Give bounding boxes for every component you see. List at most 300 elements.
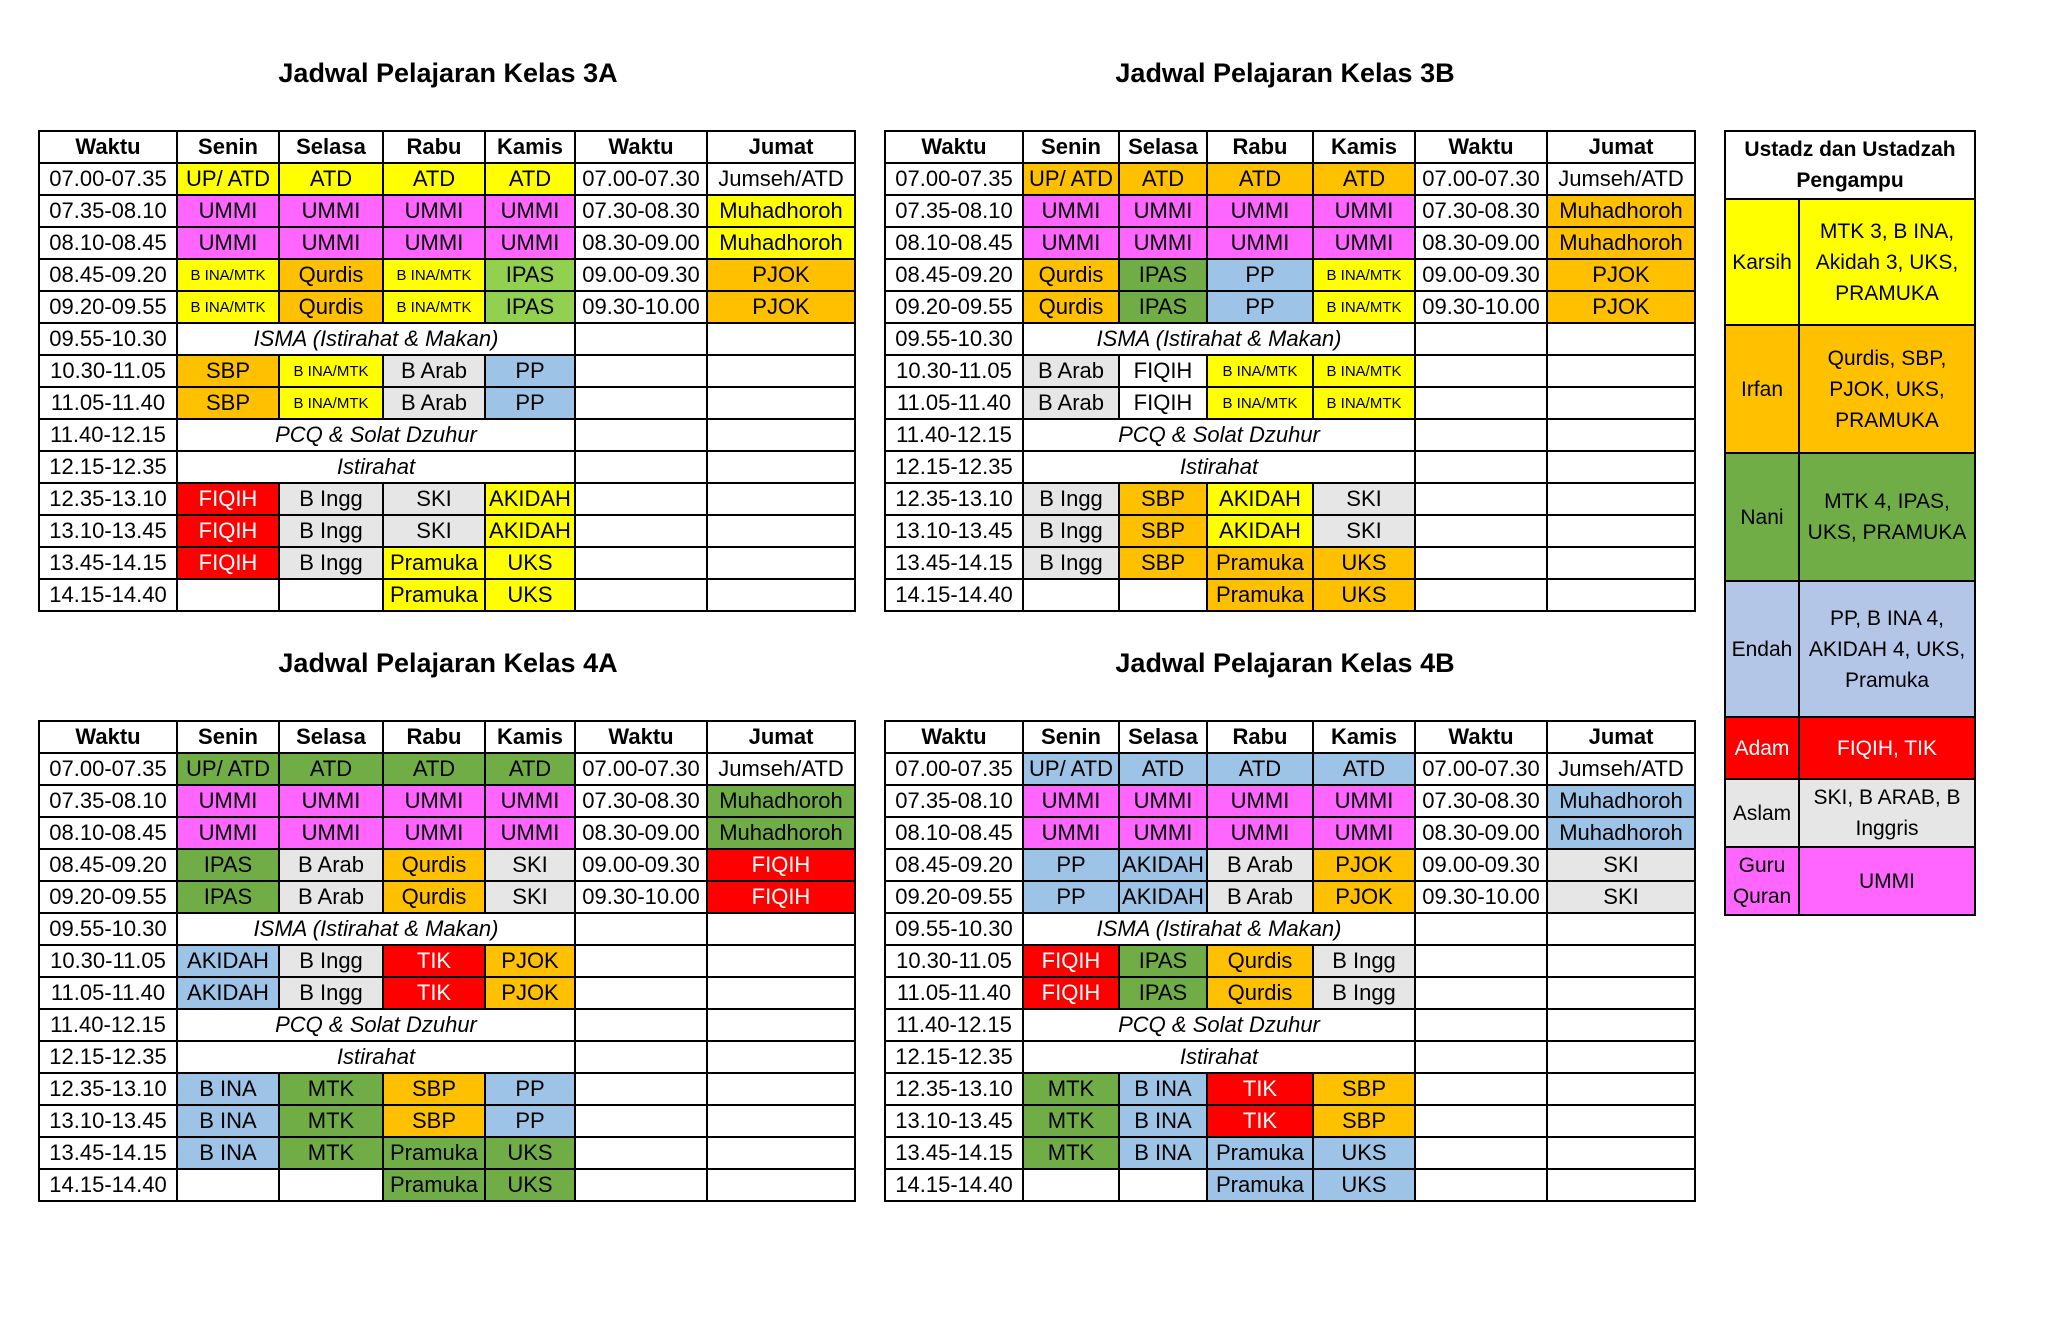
break-cell: Istirahat [177,451,575,483]
friday-time-cell: 08.30-09.00 [575,817,707,849]
schedule-row [885,1041,1695,1073]
empty-cell [575,1041,707,1073]
schedule-row [885,1073,1695,1105]
column-header: Senin [177,721,279,753]
column-header: Jumat [1547,131,1695,163]
header-row [885,131,1695,163]
time-cell: 11.05-11.40 [885,387,1023,419]
subject-cell: UMMI [279,227,383,259]
empty-cell [1415,323,1547,355]
schedule-row [39,291,855,323]
subject-cell: MTK [279,1073,383,1105]
subject-cell: MTK [279,1137,383,1169]
subject-cell: B INA/MTK [177,291,279,323]
subject-cell: FIQIH [177,547,279,579]
empty-cell [575,1073,707,1105]
column-header: Kamis [1313,131,1415,163]
subject-cell: Pramuka [1207,547,1313,579]
time-cell: 12.35-13.10 [39,483,177,515]
subject-cell: Pramuka [383,579,485,611]
subject-cell: B INA/MTK [1313,291,1415,323]
empty-cell [1547,1041,1695,1073]
time-cell: 11.05-11.40 [39,387,177,419]
teacher-name: Endah [1725,581,1799,717]
subject-cell: B Ingg [1023,483,1119,515]
friday-time-cell: 07.00-07.30 [575,753,707,785]
empty-cell [1415,913,1547,945]
subject-cell: UMMI [279,195,383,227]
friday-subject-cell: SKI [1547,881,1695,913]
friday-subject-cell: FIQIH [707,881,855,913]
time-cell: 08.10-08.45 [885,227,1023,259]
subject-cell: IPAS [485,259,575,291]
subject-cell: Pramuka [1207,579,1313,611]
subject-cell: UMMI [177,817,279,849]
teacher-subjects: SKI, B ARAB, B Inggris [1799,779,1975,847]
empty-cell [1415,945,1547,977]
subject-cell: SKI [1313,515,1415,547]
friday-time-cell: 07.00-07.30 [1415,753,1547,785]
subject-cell: UMMI [485,195,575,227]
subject-cell: IPAS [177,849,279,881]
column-header: Jumat [1547,721,1695,753]
subject-cell: UP/ ATD [1023,163,1119,195]
subject-cell: UMMI [1207,227,1313,259]
empty-cell [1415,419,1547,451]
subject-cell: IPAS [1119,291,1207,323]
friday-time-cell: 07.00-07.30 [575,163,707,195]
schedule-row [39,163,855,195]
column-header: Senin [1023,721,1119,753]
empty-cell [1547,913,1695,945]
subject-cell: UMMI [383,817,485,849]
subject-cell: ATD [383,163,485,195]
subject-cell: IPAS [1119,259,1207,291]
title-kelas-4b: Jadwal Pelajaran Kelas 4B [1115,648,1455,678]
friday-time-cell: 09.00-09.30 [575,259,707,291]
teacher-subjects: Qurdis, SBP, PJOK, UKS, PRAMUKA [1799,325,1975,453]
empty-cell [1547,579,1695,611]
empty-cell [575,579,707,611]
empty-cell [707,1137,855,1169]
subject-cell: UMMI [1119,817,1207,849]
subject-cell: PP [1023,881,1119,913]
header-row [39,131,855,163]
teacher-subjects: MTK 4, IPAS, UKS, PRAMUKA [1799,453,1975,581]
schedule-row [39,1009,855,1041]
subject-cell [1119,1169,1207,1201]
subject-cell: ATD [279,163,383,195]
subject-cell: FIQIH [1119,387,1207,419]
subject-cell: PP [485,1105,575,1137]
empty-cell [1415,1105,1547,1137]
time-cell: 14.15-14.40 [885,1169,1023,1201]
empty-cell [1415,515,1547,547]
legend-row [1725,325,1975,453]
empty-cell [707,547,855,579]
schedule-table-4a [38,720,856,1202]
schedule-row [39,579,855,611]
time-cell: 09.20-09.55 [885,881,1023,913]
subject-cell: SKI [383,515,485,547]
time-cell: 11.05-11.40 [39,977,177,1009]
subject-cell: AKIDAH [1207,515,1313,547]
time-cell: 08.10-08.45 [39,227,177,259]
empty-cell [1547,355,1695,387]
friday-time-cell: 08.30-09.00 [575,227,707,259]
friday-subject-cell: Jumseh/ATD [1547,163,1695,195]
column-header: Waktu [575,721,707,753]
schedule-row [39,451,855,483]
friday-subject-cell: Muhadhoroh [707,785,855,817]
subject-cell: UMMI [1023,195,1119,227]
subject-cell: B Arab [1023,387,1119,419]
title-kelas-3a: Jadwal Pelajaran Kelas 3A [278,58,618,88]
empty-cell [575,323,707,355]
time-cell: 11.40-12.15 [885,419,1023,451]
schedule-row [39,1073,855,1105]
time-cell: 12.15-12.35 [885,451,1023,483]
schedule-row [885,881,1695,913]
subject-cell: B INA/MTK [383,291,485,323]
friday-subject-cell: Muhadhoroh [707,817,855,849]
empty-cell [575,977,707,1009]
time-cell: 12.35-13.10 [885,483,1023,515]
subject-cell: UMMI [1119,195,1207,227]
empty-cell [707,913,855,945]
column-header: Senin [177,131,279,163]
time-cell: 13.10-13.45 [39,515,177,547]
teacher-name: Aslam [1725,779,1799,847]
subject-cell: B INA [177,1137,279,1169]
subject-cell: SBP [1313,1105,1415,1137]
friday-time-cell: 09.00-09.30 [1415,849,1547,881]
subject-cell: AKIDAH [177,977,279,1009]
empty-cell [1415,355,1547,387]
column-header: Rabu [1207,131,1313,163]
subject-cell: UMMI [485,785,575,817]
schedule-row [39,1169,855,1201]
subject-cell: TIK [383,945,485,977]
schedule-row [885,1169,1695,1201]
time-cell: 09.20-09.55 [885,291,1023,323]
empty-cell [1547,419,1695,451]
empty-cell [707,387,855,419]
time-cell: 12.15-12.35 [39,451,177,483]
friday-subject-cell: PJOK [1547,259,1695,291]
subject-cell: AKIDAH [485,515,575,547]
subject-cell: B Ingg [279,483,383,515]
friday-time-cell: 07.30-08.30 [575,785,707,817]
teacher-name: Karsih [1725,199,1799,325]
subject-cell: MTK [1023,1073,1119,1105]
subject-cell: ATD [1119,753,1207,785]
schedule-row [885,977,1695,1009]
column-header: Waktu [39,721,177,753]
schedule-row [39,419,855,451]
subject-cell: ATD [485,753,575,785]
legend-row [1725,779,1975,847]
subject-cell: B Arab [1207,881,1313,913]
break-cell: ISMA (Istirahat & Makan) [1023,323,1415,355]
friday-subject-cell: Jumseh/ATD [707,753,855,785]
schedule-row [885,291,1695,323]
column-header: Rabu [383,721,485,753]
schedule-row [885,451,1695,483]
break-cell: PCQ & Solat Dzuhur [1023,419,1415,451]
subject-cell: UKS [485,1137,575,1169]
subject-cell: ATD [1313,753,1415,785]
column-header: Waktu [1415,131,1547,163]
teacher-legend-table [1724,130,1976,916]
schedule-row [39,785,855,817]
friday-subject-cell: Muhadhoroh [1547,195,1695,227]
subject-cell: Pramuka [383,547,485,579]
teacher-subjects: PP, B INA 4, AKIDAH 4, UKS, Pramuka [1799,581,1975,717]
schedule-row [39,259,855,291]
friday-time-cell: 09.00-09.30 [1415,259,1547,291]
time-cell: 13.45-14.15 [885,1137,1023,1169]
subject-cell [279,1169,383,1201]
subject-cell: B INA [177,1105,279,1137]
subject-cell: B Arab [1207,849,1313,881]
column-header: Jumat [707,721,855,753]
subject-cell: Qurdis [1023,291,1119,323]
subject-cell: B INA/MTK [383,259,485,291]
column-header: Senin [1023,131,1119,163]
subject-cell: IPAS [177,881,279,913]
time-cell: 07.00-07.35 [885,753,1023,785]
subject-cell: FIQIH [1023,945,1119,977]
time-cell: 10.30-11.05 [39,945,177,977]
empty-cell [575,1009,707,1041]
subject-cell [1023,1169,1119,1201]
subject-cell [177,579,279,611]
friday-time-cell: 07.30-08.30 [1415,195,1547,227]
friday-time-cell: 07.30-08.30 [575,195,707,227]
schedule-row [885,1105,1695,1137]
schedule-row [39,1137,855,1169]
subject-cell: UP/ ATD [177,753,279,785]
subject-cell: UMMI [279,785,383,817]
schedule-row [39,913,855,945]
subject-cell: B Arab [383,355,485,387]
subject-cell: SKI [485,881,575,913]
subject-cell: UP/ ATD [177,163,279,195]
subject-cell: UMMI [1207,785,1313,817]
subject-cell: Pramuka [1207,1169,1313,1201]
schedule-row [885,753,1695,785]
empty-cell [1415,579,1547,611]
subject-cell [279,579,383,611]
schedule-row [885,483,1695,515]
subject-cell: SKI [383,483,485,515]
column-header: Waktu [1415,721,1547,753]
schedule-row [39,817,855,849]
subject-cell: ATD [383,753,485,785]
schedule-row [885,849,1695,881]
time-cell: 13.10-13.45 [39,1105,177,1137]
legend-row [1725,199,1975,325]
break-cell: Istirahat [1023,451,1415,483]
subject-cell: Pramuka [383,1137,485,1169]
subject-cell: SBP [1119,515,1207,547]
friday-time-cell: 07.30-08.30 [1415,785,1547,817]
subject-cell: UKS [485,547,575,579]
legend-row [1725,847,1975,915]
subject-cell: B Arab [383,387,485,419]
subject-cell: SBP [177,355,279,387]
column-header: Rabu [383,131,485,163]
subject-cell: SBP [1119,547,1207,579]
schedule-row [39,1105,855,1137]
schedule-row [885,163,1695,195]
time-cell: 12.15-12.35 [885,1041,1023,1073]
subject-cell: B Ingg [279,515,383,547]
legend-row [1725,453,1975,581]
column-header: Rabu [1207,721,1313,753]
subject-cell: Qurdis [1023,259,1119,291]
subject-cell: B Ingg [1313,945,1415,977]
subject-cell: UMMI [485,817,575,849]
friday-subject-cell: FIQIH [707,849,855,881]
time-cell: 08.45-09.20 [885,259,1023,291]
subject-cell: UKS [485,1169,575,1201]
empty-cell [707,945,855,977]
schedule-row [885,817,1695,849]
subject-cell: UMMI [177,227,279,259]
teacher-subjects: FIQIH, TIK [1799,717,1975,779]
schedule-row [885,419,1695,451]
subject-cell: UMMI [177,195,279,227]
subject-cell: B Ingg [279,547,383,579]
subject-cell: PP [1207,259,1313,291]
schedule-row [885,547,1695,579]
column-header: Kamis [1313,721,1415,753]
empty-cell [1547,1073,1695,1105]
title-kelas-4a: Jadwal Pelajaran Kelas 4A [278,648,618,678]
time-cell: 12.35-13.10 [39,1073,177,1105]
column-header: Selasa [279,721,383,753]
time-cell: 08.45-09.20 [39,849,177,881]
subject-cell: TIK [1207,1105,1313,1137]
column-header: Waktu [39,131,177,163]
empty-cell [707,1169,855,1201]
time-cell: 07.35-08.10 [885,195,1023,227]
schedule-row [885,227,1695,259]
subject-cell: UMMI [1023,785,1119,817]
subject-cell: AKIDAH [1119,849,1207,881]
time-cell: 07.00-07.35 [885,163,1023,195]
subject-cell [1023,579,1119,611]
break-cell: PCQ & Solat Dzuhur [1023,1009,1415,1041]
subject-cell: UMMI [1313,817,1415,849]
empty-cell [575,1169,707,1201]
subject-cell: FIQIH [1023,977,1119,1009]
empty-cell [1547,451,1695,483]
subject-cell: B INA/MTK [279,355,383,387]
friday-subject-cell: Jumseh/ATD [1547,753,1695,785]
subject-cell: FIQIH [177,483,279,515]
subject-cell: UMMI [383,195,485,227]
friday-subject-cell: Jumseh/ATD [707,163,855,195]
time-cell: 11.40-12.15 [885,1009,1023,1041]
schedule-row [885,785,1695,817]
friday-time-cell: 09.30-10.00 [575,291,707,323]
subject-cell: Qurdis [1207,945,1313,977]
column-header: Kamis [485,131,575,163]
time-cell: 12.35-13.10 [885,1073,1023,1105]
schedule-row [885,515,1695,547]
friday-subject-cell: Muhadhoroh [1547,227,1695,259]
break-cell: PCQ & Solat Dzuhur [177,1009,575,1041]
friday-subject-cell: Muhadhoroh [707,227,855,259]
subject-cell: AKIDAH [177,945,279,977]
subject-cell: B Arab [279,849,383,881]
friday-time-cell: 09.30-10.00 [575,881,707,913]
subject-cell: B Ingg [279,945,383,977]
header-row [885,721,1695,753]
schedule-row [39,483,855,515]
time-cell: 07.35-08.10 [885,785,1023,817]
subject-cell: Qurdis [279,259,383,291]
schedule-row [39,547,855,579]
schedule-row [39,1041,855,1073]
subject-cell: UMMI [1313,195,1415,227]
empty-cell [707,1105,855,1137]
subject-cell: AKIDAH [485,483,575,515]
friday-subject-cell: PJOK [1547,291,1695,323]
column-header: Kamis [485,721,575,753]
schedule-row [39,945,855,977]
subject-cell: AKIDAH [1119,881,1207,913]
column-header: Waktu [885,131,1023,163]
subject-cell: B Ingg [279,977,383,1009]
empty-cell [1547,1169,1695,1201]
subject-cell: ATD [1207,753,1313,785]
empty-cell [1547,483,1695,515]
subject-cell: UKS [485,579,575,611]
schedule-row [39,753,855,785]
schedule-row [885,323,1695,355]
empty-cell [1547,1009,1695,1041]
subject-cell: AKIDAH [1207,483,1313,515]
subject-cell: UMMI [383,227,485,259]
subject-cell: Qurdis [383,881,485,913]
subject-cell: B Ingg [1023,515,1119,547]
subject-cell: ATD [279,753,383,785]
subject-cell: FIQIH [1119,355,1207,387]
legend-row [1725,581,1975,717]
friday-time-cell: 07.00-07.30 [1415,163,1547,195]
subject-cell: B INA/MTK [1207,387,1313,419]
column-header: Jumat [707,131,855,163]
subject-cell: UP/ ATD [1023,753,1119,785]
subject-cell: UKS [1313,579,1415,611]
subject-cell: UMMI [177,785,279,817]
schedule-row [885,1009,1695,1041]
empty-cell [1415,977,1547,1009]
empty-cell [707,579,855,611]
column-header: Selasa [1119,721,1207,753]
friday-time-cell: 09.00-09.30 [575,849,707,881]
empty-cell [1415,1041,1547,1073]
empty-cell [1415,483,1547,515]
subject-cell: B INA/MTK [177,259,279,291]
empty-cell [1547,547,1695,579]
schedule-row [885,913,1695,945]
friday-time-cell: 09.30-10.00 [1415,881,1547,913]
